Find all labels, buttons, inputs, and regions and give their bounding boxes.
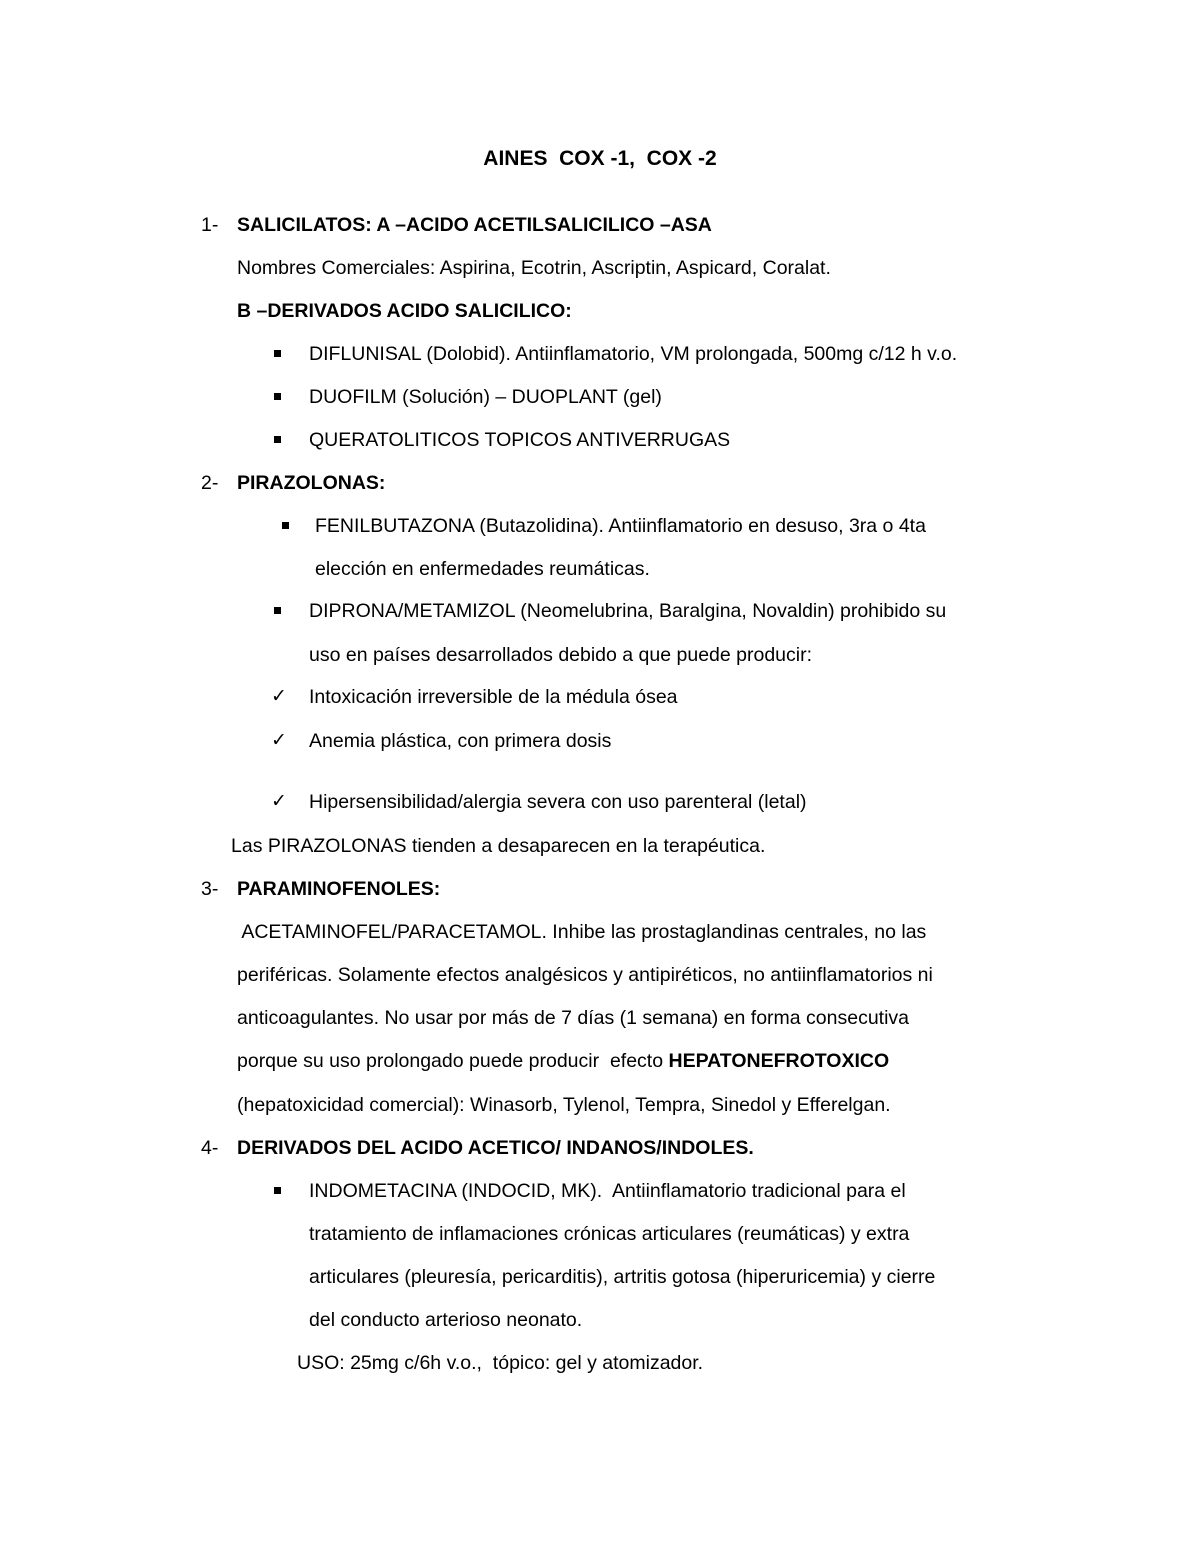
section-1-bullet-1: DIFLUNISAL (Dolobid). Antiinflamatorio, VM prolongada, 500mg c/12 h v.o. [309,343,958,365]
section-3-number: 3- [201,878,219,900]
section-4-bullet-line-1: INDOMETACINA (INDOCID, MK). Antiinflamatorio tradicional para el [309,1180,906,1202]
square-bullet-icon [274,350,281,357]
section-4-number: 4- [201,1137,219,1159]
section-1-bullet-2: DUOFILM (Solución) – DUOPLANT (gel) [309,386,662,408]
section-1-number: 1- [201,214,219,236]
section-4-bullet-line-4: del conducto arterioso neonato. [309,1309,583,1331]
section-3-para-line-5: (hepatoxicidad comercial): Winasorb, Tylenol, Tempra, Sinedol y Efferelgan. [237,1094,891,1116]
section-4-bullet-line-2: tratamiento de inflamaciones crónicas articulares (reumáticas) y extra [309,1223,910,1245]
section-1-bullet-3: QUERATOLITICOS TOPICOS ANTIVERRUGAS [309,429,731,451]
section-1-subheading: B –DERIVADOS ACIDO SALICILICO: [237,300,572,322]
section-2-check-3: Hipersensibilidad/alergia severa con uso parenteral (letal) [309,791,807,813]
square-bullet-icon [274,393,281,400]
section-3-para-line-4-text: porque su uso prolongado puede producir efecto [237,1050,669,1072]
checkmark-icon: ✓ [271,790,287,812]
section-4-uso: USO: 25mg c/6h v.o., tópico: gel y atomizador. [297,1352,704,1374]
square-bullet-icon [274,1187,281,1194]
section-3-heading: PARAMINOFENOLES: [237,878,441,900]
square-bullet-icon [274,436,281,443]
checkmark-icon: ✓ [271,729,287,751]
checkmark-icon: ✓ [271,685,287,707]
section-3-para-line-3: anticoagulantes. No usar por más de 7 días (1 semana) en forma consecutiva [237,1007,910,1029]
section-2-heading: PIRAZOLONAS: [237,472,386,494]
section-1-trade-names: Nombres Comerciales: Aspirina, Ecotrin, Ascriptin, Aspicard, Coralat. [237,257,831,279]
hepatonefrotoxico-emphasis: HEPATONEFROTOXICO [668,1050,890,1072]
square-bullet-icon [282,522,289,529]
section-3-para-line-1: ACETAMINOFEL/PARACETAMOL. Inhibe las prostaglandinas centrales, no las [237,921,927,943]
section-1-heading: SALICILATOS: A –ACIDO ACETILSALICILICO –ASA [237,214,712,236]
section-4-bullet-line-3: articulares (pleuresía, pericarditis), artritis gotosa (hiperuricemia) y cierre [309,1266,936,1288]
section-2-check-2: Anemia plástica, con primera dosis [309,730,612,752]
section-2-bullet-2-line-2: uso en países desarrollados debido a que puede producir: [309,644,813,666]
section-2-bullet-1-line-2: elección en enfermedades reumáticas. [315,558,650,580]
section-2-bullet-2-line-1: DIPRONA/METAMIZOL (Neomelubrina, Baralgina, Novaldin) prohibido su [309,600,947,622]
document-title: AINES COX -1, COX -2 [483,147,717,170]
section-3-para-line-2: periféricas. Solamente efectos analgésicos y antipiréticos, no antiinflamatorios ni [237,964,933,986]
section-2-number: 2- [201,472,219,494]
section-2-check-1: Intoxicación irreversible de la médula ósea [309,686,678,708]
section-2-note: Las PIRAZOLONAS tienden a desaparecen en la terapéutica. [231,835,766,857]
section-4-heading: DERIVADOS DEL ACIDO ACETICO/ INDANOS/INDOLES. [237,1137,754,1159]
section-2-bullet-1-line-1: FENILBUTAZONA (Butazolidina). Antiinflamatorio en desuso, 3ra o 4ta [315,515,926,537]
section-3-para-line-4 [237,1048,889,1074]
square-bullet-icon [274,607,281,614]
